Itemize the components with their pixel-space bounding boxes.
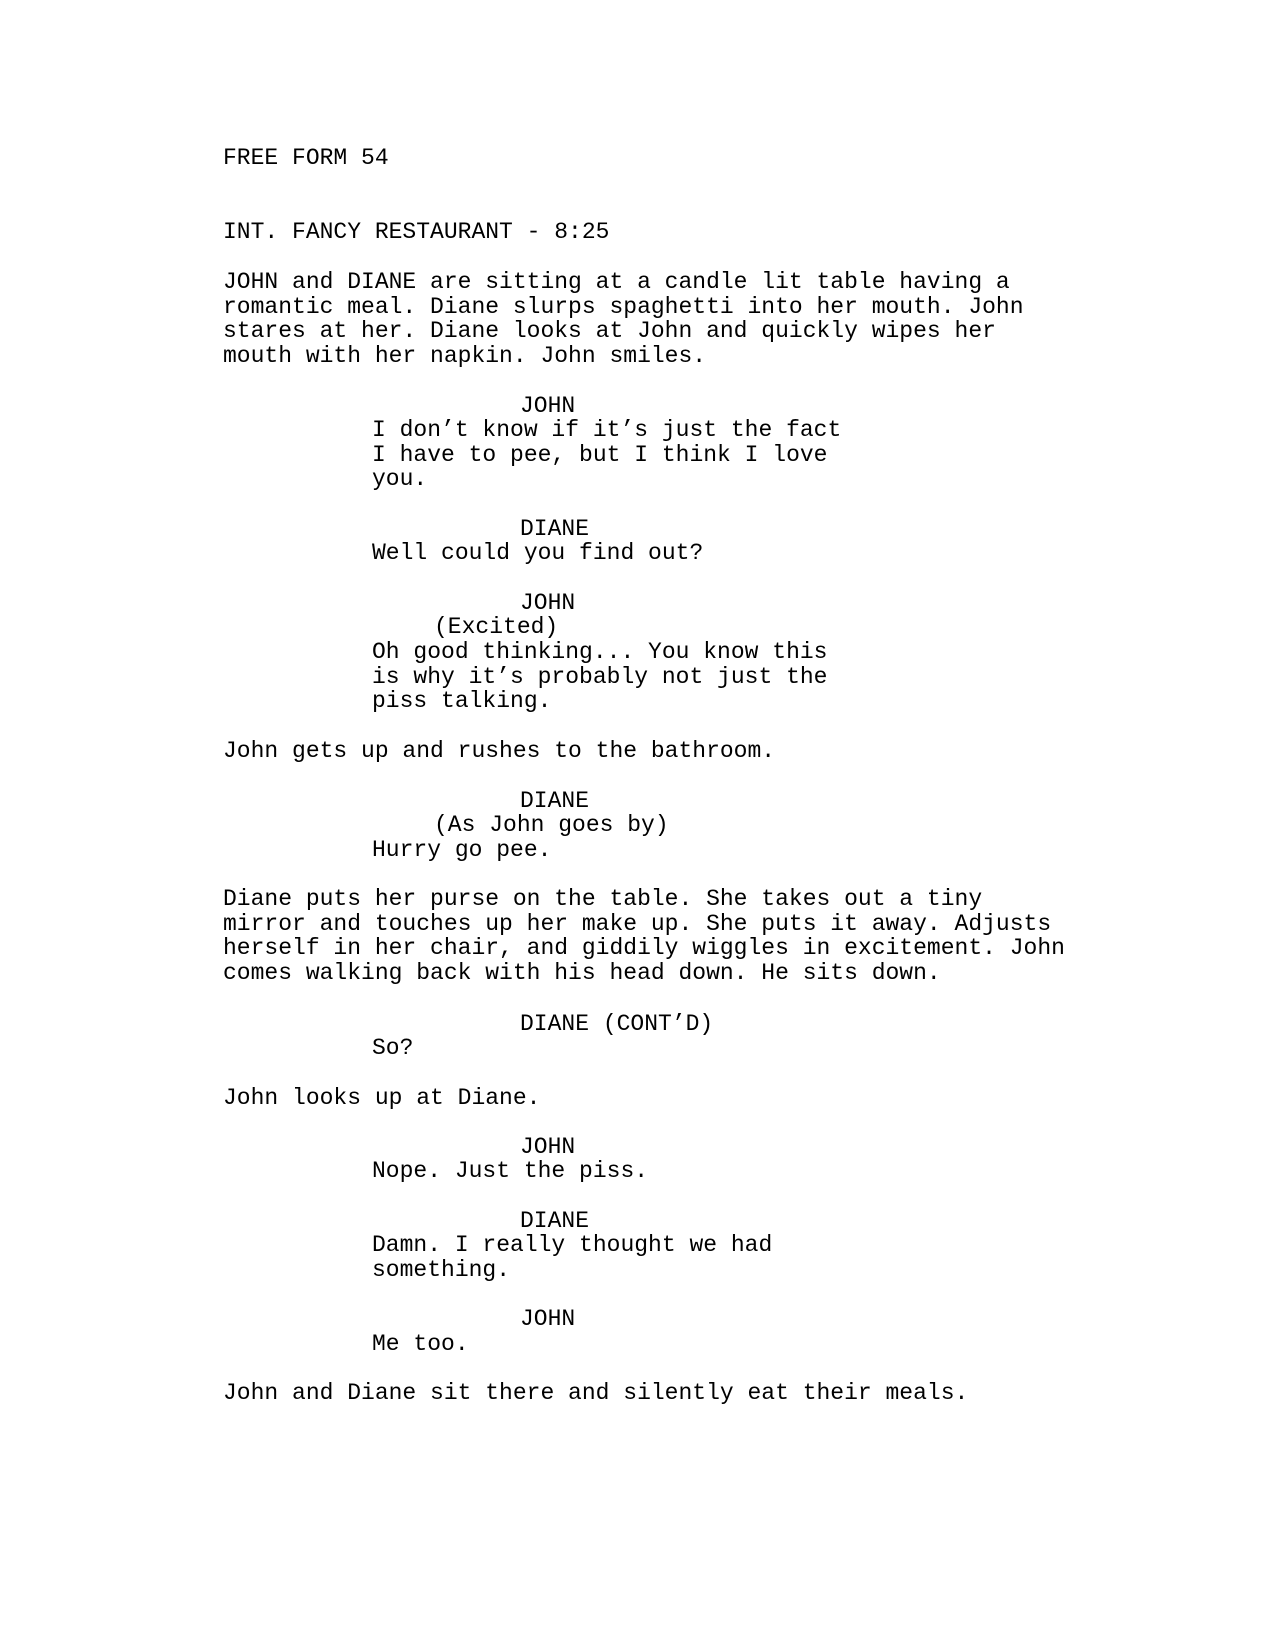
dialogue-diane: Hurry go pee. xyxy=(372,837,552,863)
action-line: John and Diane sit there and silently eat their meals. xyxy=(223,1380,969,1406)
scene-heading: INT. FANCY RESTAURANT - 8:25 xyxy=(223,219,610,245)
character-cue-diane: DIANE xyxy=(520,1208,590,1234)
dialogue-john: Nope. Just the piss. xyxy=(372,1158,649,1184)
character-cue-john: JOHN xyxy=(520,393,576,419)
action-line: Diane puts her purse on the table. She takes out a tiny mirror and touches up her make up. She puts it away. Adjusts herself in her chair, and giddily wiggles in excitement. John comes walking back with his head down. He sits down. xyxy=(223,886,1065,987)
character-cue-john: JOHN xyxy=(520,1134,576,1160)
character-cue-john: JOHN xyxy=(520,1306,576,1332)
character-cue-diane: DIANE xyxy=(520,516,590,542)
character-cue-diane-contd: DIANE (CONT’D) xyxy=(520,1011,714,1037)
dialogue-diane: Well could you find out? xyxy=(372,540,704,566)
dialogue-john: Me too. xyxy=(372,1331,469,1357)
character-cue-diane: DIANE xyxy=(520,788,590,814)
parenthetical: (Excited) xyxy=(434,614,559,640)
action-line: John gets up and rushes to the bathroom. xyxy=(223,738,776,764)
parenthetical: (As John goes by) xyxy=(434,812,669,838)
dialogue-john: Oh good thinking... You know this is why it’s probably not just the piss talking. xyxy=(372,639,828,715)
dialogue-diane: Damn. I really thought we had something. xyxy=(372,1232,773,1283)
dialogue-john: I don’t know if it’s just the fact I have to pee, but I think I love you. xyxy=(372,417,842,493)
action-line: John looks up at Diane. xyxy=(223,1085,541,1111)
character-cue-john: JOHN xyxy=(520,590,576,616)
action-line: JOHN and DIANE are sitting at a candle lit table having a romantic meal. Diane slurps spaghetti into her mouth. John stares at her. Diane looks at John and quickly wipes her mouth with her napkin. John smiles. xyxy=(223,269,1024,370)
dialogue-diane: So? xyxy=(372,1035,414,1061)
script-title: FREE FORM 54 xyxy=(223,145,389,171)
